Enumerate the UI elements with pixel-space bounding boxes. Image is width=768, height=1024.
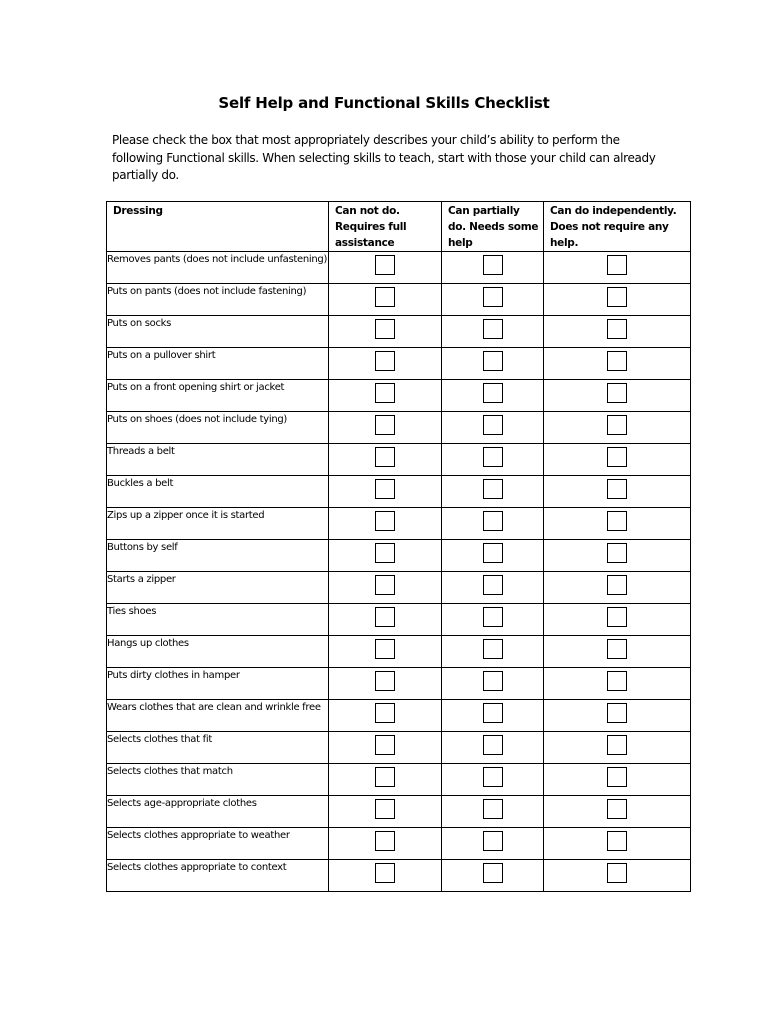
checkbox-can-partially-do[interactable]	[483, 703, 503, 723]
checkbox-cell-can-do-independently	[544, 284, 691, 316]
checkbox-cell-can-not-do	[329, 412, 442, 444]
checkbox-can-do-independently[interactable]	[607, 735, 627, 755]
checkbox-cell-can-do-independently	[544, 764, 691, 796]
checkbox-can-not-do[interactable]	[375, 415, 395, 435]
checkbox-cell-can-partially-do	[442, 380, 544, 412]
table-header-row	[107, 202, 691, 252]
checkbox-can-do-independently[interactable]	[607, 415, 627, 435]
table-row	[107, 828, 691, 860]
checkbox-cell-can-do-independently	[544, 476, 691, 508]
checkbox-can-do-independently[interactable]	[607, 351, 627, 371]
table-row	[107, 572, 691, 604]
checkbox-can-do-independently[interactable]	[607, 287, 627, 307]
checkbox-can-partially-do[interactable]	[483, 735, 503, 755]
checkbox-can-do-independently[interactable]	[607, 511, 627, 531]
skill-label: Selects clothes that fit	[107, 732, 329, 764]
checkbox-can-partially-do[interactable]	[483, 351, 503, 371]
checkbox-can-not-do[interactable]	[375, 575, 395, 595]
checkbox-cell-can-not-do	[329, 732, 442, 764]
checkbox-cell-can-partially-do	[442, 668, 544, 700]
checkbox-can-not-do[interactable]	[375, 287, 395, 307]
checkbox-can-not-do[interactable]	[375, 319, 395, 339]
checkbox-can-partially-do[interactable]	[483, 255, 503, 275]
checkbox-can-do-independently[interactable]	[607, 575, 627, 595]
table-row	[107, 796, 691, 828]
checkbox-can-not-do[interactable]	[375, 831, 395, 851]
table-row	[107, 508, 691, 540]
checkbox-can-partially-do[interactable]	[483, 319, 503, 339]
table-row	[107, 764, 691, 796]
checkbox-can-do-independently[interactable]	[607, 319, 627, 339]
skill-label: Selects clothes appropriate to context	[107, 860, 329, 892]
skill-label: Buckles a belt	[107, 476, 329, 508]
checkbox-cell-can-do-independently	[544, 508, 691, 540]
table-row	[107, 348, 691, 380]
table-row	[107, 284, 691, 316]
checkbox-can-partially-do[interactable]	[483, 287, 503, 307]
page-title: Self Help and Functional Skills Checklist	[218, 94, 550, 112]
table-row	[107, 700, 691, 732]
checkbox-cell-can-do-independently	[544, 316, 691, 348]
checkbox-can-not-do[interactable]	[375, 255, 395, 275]
checkbox-cell-can-partially-do	[442, 444, 544, 476]
checkbox-cell-can-partially-do	[442, 348, 544, 380]
checkbox-can-partially-do[interactable]	[483, 639, 503, 659]
checkbox-cell-can-not-do	[329, 700, 442, 732]
checkbox-can-not-do[interactable]	[375, 799, 395, 819]
checkbox-cell-can-do-independently	[544, 668, 691, 700]
checkbox-cell-can-do-independently	[544, 444, 691, 476]
table-row	[107, 540, 691, 572]
checkbox-cell-can-partially-do	[442, 732, 544, 764]
checkbox-can-do-independently[interactable]	[607, 799, 627, 819]
skill-label: Starts a zipper	[107, 572, 329, 604]
checkbox-cell-can-partially-do	[442, 764, 544, 796]
table-row	[107, 252, 691, 284]
checkbox-cell-can-not-do	[329, 796, 442, 828]
checkbox-can-do-independently[interactable]	[607, 863, 627, 883]
checkbox-can-not-do[interactable]	[375, 767, 395, 787]
checkbox-can-partially-do[interactable]	[483, 767, 503, 787]
checkbox-can-partially-do[interactable]	[483, 575, 503, 595]
skill-label: Threads a belt	[107, 444, 329, 476]
table-row	[107, 444, 691, 476]
checkbox-cell-can-partially-do	[442, 540, 544, 572]
checkbox-can-not-do[interactable]	[375, 351, 395, 371]
checkbox-cell-can-partially-do	[442, 572, 544, 604]
checkbox-cell-can-partially-do	[442, 284, 544, 316]
checkbox-cell-can-not-do	[329, 316, 442, 348]
table-row	[107, 860, 691, 892]
checkbox-can-not-do[interactable]	[375, 383, 395, 403]
checkbox-cell-can-partially-do	[442, 252, 544, 284]
checkbox-cell-can-partially-do	[442, 412, 544, 444]
checkbox-cell-can-partially-do	[442, 860, 544, 892]
checkbox-cell-can-do-independently	[544, 732, 691, 764]
checkbox-cell-can-not-do	[329, 572, 442, 604]
checkbox-can-not-do[interactable]	[375, 639, 395, 659]
column-header-dressing: Dressing	[107, 202, 329, 252]
checkbox-can-partially-do[interactable]	[483, 447, 503, 467]
checkbox-cell-can-not-do	[329, 540, 442, 572]
skill-label: Wears clothes that are clean and wrinkle free	[107, 700, 329, 732]
skill-label: Puts on a pullover shirt	[107, 348, 329, 380]
skill-label: Puts on pants (does not include fastening)	[107, 284, 329, 316]
checkbox-can-do-independently[interactable]	[607, 639, 627, 659]
checkbox-can-do-independently[interactable]	[607, 543, 627, 563]
column-header-can-do-independently: Can do independently. Does not require any help.	[544, 202, 691, 252]
checkbox-cell-can-not-do	[329, 764, 442, 796]
checkbox-can-partially-do[interactable]	[483, 799, 503, 819]
checkbox-can-partially-do[interactable]	[483, 671, 503, 691]
checkbox-cell-can-do-independently	[544, 540, 691, 572]
checkbox-cell-can-do-independently	[544, 252, 691, 284]
checkbox-can-not-do[interactable]	[375, 735, 395, 755]
checkbox-cell-can-partially-do	[442, 828, 544, 860]
checkbox-can-partially-do[interactable]	[483, 383, 503, 403]
skill-label: Hangs up clothes	[107, 636, 329, 668]
checkbox-cell-can-do-independently	[544, 412, 691, 444]
skill-label: Puts on socks	[107, 316, 329, 348]
checkbox-cell-can-do-independently	[544, 604, 691, 636]
checkbox-can-not-do[interactable]	[375, 543, 395, 563]
checkbox-can-do-independently[interactable]	[607, 831, 627, 851]
checkbox-cell-can-not-do	[329, 604, 442, 636]
checkbox-can-partially-do[interactable]	[483, 415, 503, 435]
checkbox-cell-can-not-do	[329, 380, 442, 412]
checkbox-can-partially-do[interactable]	[483, 511, 503, 531]
skills-checklist-table	[106, 201, 691, 892]
checkbox-cell-can-do-independently	[544, 860, 691, 892]
checkbox-can-partially-do[interactable]	[483, 479, 503, 499]
table-row	[107, 412, 691, 444]
checkbox-can-partially-do[interactable]	[483, 543, 503, 563]
checkbox-cell-can-not-do	[329, 860, 442, 892]
checkbox-can-do-independently[interactable]	[607, 703, 627, 723]
checkbox-can-not-do[interactable]	[375, 511, 395, 531]
skill-label: Puts on a front opening shirt or jacket	[107, 380, 329, 412]
skill-label: Puts on shoes (does not include tying)	[107, 412, 329, 444]
checkbox-cell-can-partially-do	[442, 508, 544, 540]
table-row	[107, 380, 691, 412]
checkbox-can-not-do[interactable]	[375, 671, 395, 691]
table-row	[107, 732, 691, 764]
checkbox-cell-can-not-do	[329, 348, 442, 380]
checkbox-can-not-do[interactable]	[375, 863, 395, 883]
checkbox-can-not-do[interactable]	[375, 447, 395, 467]
column-header-can-partially-do: Can partially do. Needs some help	[442, 202, 544, 252]
skill-label: Selects age-appropriate clothes	[107, 796, 329, 828]
checkbox-can-not-do[interactable]	[375, 703, 395, 723]
table-row	[107, 668, 691, 700]
skill-label: Buttons by self	[107, 540, 329, 572]
checkbox-cell-can-not-do	[329, 668, 442, 700]
skill-label: Puts dirty clothes in hamper	[107, 668, 329, 700]
checkbox-can-not-do[interactable]	[375, 479, 395, 499]
checkbox-cell-can-not-do	[329, 252, 442, 284]
checkbox-cell-can-do-independently	[544, 636, 691, 668]
column-header-can-not-do: Can not do. Requires full assistance	[329, 202, 442, 252]
checkbox-cell-can-partially-do	[442, 604, 544, 636]
checkbox-cell-can-do-independently	[544, 380, 691, 412]
checkbox-cell-can-do-independently	[544, 348, 691, 380]
skill-label: Selects clothes that match	[107, 764, 329, 796]
checkbox-cell-can-partially-do	[442, 316, 544, 348]
checkbox-can-do-independently[interactable]	[607, 447, 627, 467]
checkbox-can-not-do[interactable]	[375, 607, 395, 627]
checkbox-can-partially-do[interactable]	[483, 831, 503, 851]
checkbox-can-do-independently[interactable]	[607, 671, 627, 691]
checkbox-cell-can-do-independently	[544, 796, 691, 828]
skill-label: Removes pants (does not include unfastening)	[107, 252, 329, 284]
checkbox-cell-can-not-do	[329, 284, 442, 316]
checkbox-can-do-independently[interactable]	[607, 383, 627, 403]
checkbox-cell-can-not-do	[329, 828, 442, 860]
skill-label: Ties shoes	[107, 604, 329, 636]
checkbox-cell-can-partially-do	[442, 636, 544, 668]
checkbox-cell-can-not-do	[329, 636, 442, 668]
checkbox-cell-can-not-do	[329, 444, 442, 476]
checkbox-can-do-independently[interactable]	[607, 479, 627, 499]
checkbox-cell-can-partially-do	[442, 476, 544, 508]
checkbox-cell-can-partially-do	[442, 796, 544, 828]
table-row	[107, 636, 691, 668]
checkbox-cell-can-do-independently	[544, 572, 691, 604]
checkbox-can-do-independently[interactable]	[607, 255, 627, 275]
table-row	[107, 604, 691, 636]
checkbox-can-partially-do[interactable]	[483, 607, 503, 627]
checkbox-cell-can-do-independently	[544, 828, 691, 860]
checkbox-cell-can-not-do	[329, 476, 442, 508]
checkbox-can-do-independently[interactable]	[607, 767, 627, 787]
checkbox-can-partially-do[interactable]	[483, 863, 503, 883]
checkbox-cell-can-partially-do	[442, 700, 544, 732]
checkbox-cell-can-do-independently	[544, 700, 691, 732]
skill-label: Zips up a zipper once it is started	[107, 508, 329, 540]
checkbox-cell-can-not-do	[329, 508, 442, 540]
table-row	[107, 316, 691, 348]
checkbox-can-do-independently[interactable]	[607, 607, 627, 627]
instructions-paragraph: Please check the box that most appropriately describes your child’s ability to perform the following Functional skills. When selecting skills to teach, start with those your child can already partially do.	[112, 133, 656, 182]
table-row	[107, 476, 691, 508]
skill-label: Selects clothes appropriate to weather	[107, 828, 329, 860]
